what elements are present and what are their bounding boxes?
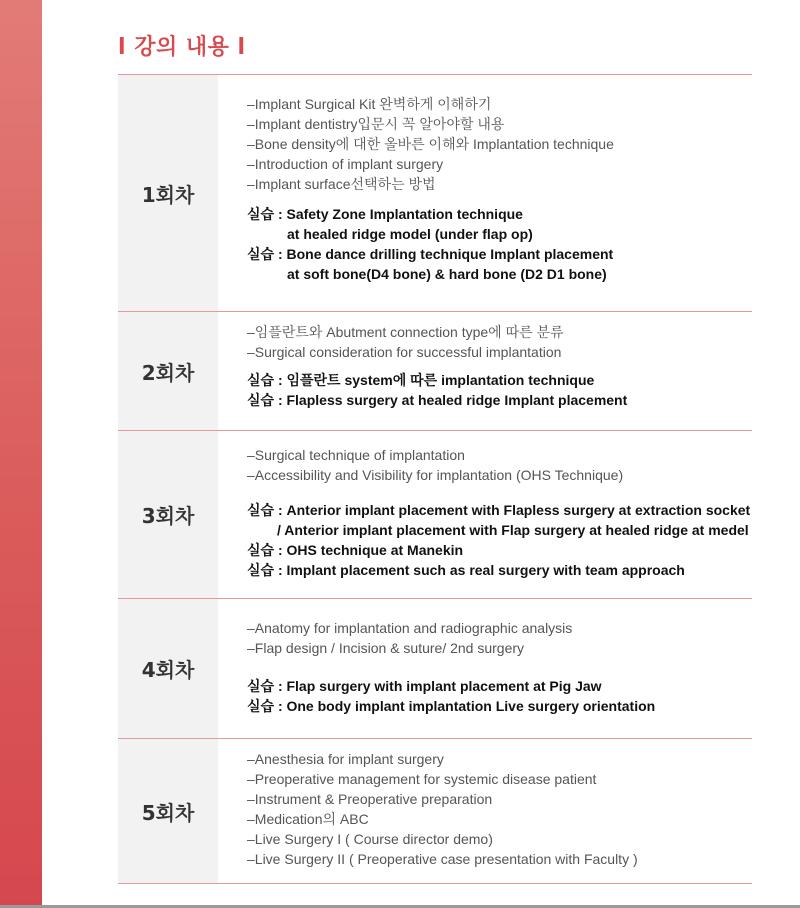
session-label: 5회차	[118, 739, 218, 883]
session-label: 2회차	[118, 312, 218, 430]
session-label: 3회차	[118, 431, 218, 598]
topic-line: –Instrument & Preoperative preparation	[247, 791, 493, 807]
topic-line: –Flap design / Incision & suture/ 2nd surgery	[247, 640, 525, 656]
topic-line: –Anesthesia for implant surgery	[247, 751, 444, 767]
practice-line: 실습 : Anterior implant placement with Flapless surgery at extraction socket	[247, 502, 751, 518]
topic-line: –Surgical consideration for successful implantation	[247, 344, 562, 360]
practice-line: 실습 : 임플란트 system에 따른 implantation technique	[247, 372, 595, 388]
practice-line: at soft bone(D4 bone) & hard bone (D2 D1 bone)	[287, 266, 607, 282]
session-label: 4회차	[118, 599, 218, 738]
topic-line: –Medication의 ABC	[247, 811, 369, 827]
practice-line: 실습 : Safety Zone Implantation technique	[247, 206, 523, 222]
left-accent-bar	[0, 0, 42, 908]
session-row-4	[118, 598, 752, 738]
session-row-5	[118, 738, 752, 884]
session-row-1	[118, 74, 752, 311]
practice-line: 실습 : One body implant implantation Live surgery orientation	[247, 698, 656, 714]
practice-line: 실습 : Flapless surgery at healed ridge Implant placement	[247, 392, 628, 408]
session-content	[218, 599, 752, 738]
topic-line: –Implant surface선택하는 방법	[247, 176, 436, 192]
topic-line: –Anatomy for implantation and radiographic analysis	[247, 620, 573, 636]
topic-line: –Implant dentistry입문시 꼭 알아야할 내용	[247, 116, 505, 132]
topic-line: –Surgical technique of implantation	[247, 447, 465, 463]
practice-line: 실습 : Implant placement such as real surgery with team approach	[247, 562, 685, 578]
session-content	[218, 739, 752, 883]
topic-line: –임플란트와 Abutment connection type에 따른 분류	[247, 324, 564, 340]
topic-line: –Implant Surgical Kit 완벽하게 이해하기	[247, 96, 492, 112]
practice-line: 실습 : Flap surgery with implant placement at Pig Jaw	[247, 678, 602, 694]
session-content	[218, 75, 752, 311]
topic-line: –Accessibility and Visibility for implantation (OHS Technique)	[247, 467, 624, 483]
topic-line: –Live Surgery II ( Preoperative case presentation with Faculty )	[247, 851, 638, 867]
practice-line: 실습 : Bone dance drilling technique Implant placement	[247, 246, 614, 262]
curriculum-table	[118, 74, 752, 884]
topic-line: –Live Surgery I ( Course director demo)	[247, 831, 493, 847]
topic-line: –Introduction of implant surgery	[247, 156, 444, 172]
topic-line: –Bone density에 대한 올바른 이해와 Implantation technique	[247, 136, 614, 152]
section-title: l 강의 내용 l	[118, 35, 246, 60]
session-row-3	[118, 430, 752, 598]
practice-line: at healed ridge model (under flap op)	[287, 226, 533, 242]
session-content	[218, 431, 752, 598]
practice-line: 실습 : OHS technique at Manekin	[247, 542, 464, 558]
session-content	[218, 312, 752, 430]
topic-line: –Preoperative management for systemic disease patient	[247, 771, 597, 787]
practice-line: / Anterior implant placement with Flap surgery at healed ridge at medel	[277, 522, 749, 538]
session-label: 1회차	[118, 75, 218, 311]
session-row-2	[118, 311, 752, 430]
